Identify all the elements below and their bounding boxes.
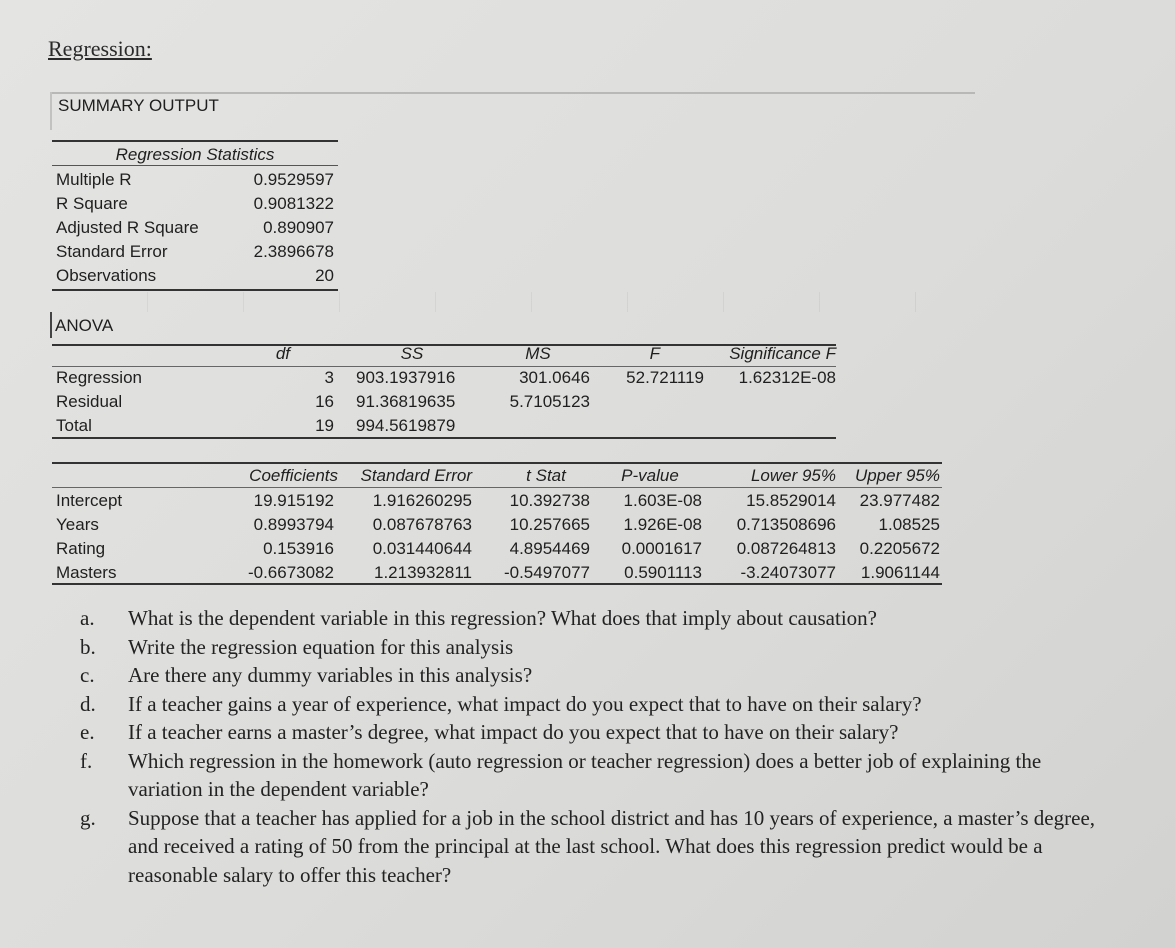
- anova-header: SS: [400, 344, 424, 363]
- question-letter: g.: [80, 805, 96, 830]
- coef-upper: 1.08525: [878, 515, 940, 534]
- question-text: Are there any dummy variables in this analysis?: [128, 663, 533, 687]
- rs-value: 2.3896678: [253, 242, 334, 261]
- rs-value: 0.9529597: [253, 170, 334, 189]
- coef-row-label: Masters: [56, 563, 117, 582]
- anova-f: 52.721119: [626, 368, 704, 387]
- question-item: [80, 747, 1120, 804]
- coef-upper: 0.2205672: [859, 539, 940, 558]
- coef-se: 0.031440644: [372, 539, 472, 558]
- anova-row-label: Regression: [56, 368, 142, 387]
- coef-upper: 23.977482: [859, 491, 940, 510]
- question-list: [80, 604, 1120, 889]
- coef-se: 1.916260295: [372, 491, 472, 510]
- question-letter: d.: [80, 691, 96, 716]
- question-text: Suppose that a teacher has applied for a job in the school district and has 10 years of experience, a master’s degree, and received a rating of 50 from the principal at the last school. What does this regression predict would be a reasonable salary to offer this teacher?: [128, 805, 1096, 887]
- summary-title: SUMMARY OUTPUT: [58, 96, 219, 115]
- coef-lower: 15.8529014: [746, 491, 836, 510]
- question-text: If a teacher earns a master’s degree, what impact do you expect that to have on their salary?: [128, 720, 899, 744]
- anova-sig: 1.62312E-08: [738, 368, 836, 387]
- anova-row-label: Total: [56, 416, 92, 435]
- coef-value: -0.6673082: [247, 563, 334, 582]
- coef-row-label: Years: [56, 515, 99, 534]
- rs-value: 20: [315, 266, 334, 285]
- question-text: What is the dependent variable in this regression? What does that imply about causation?: [128, 606, 877, 630]
- coef-lower: 0.087264813: [736, 539, 836, 558]
- question-text: If a teacher gains a year of experience, what impact do you expect that to have on their salary?: [128, 691, 922, 716]
- question-item: [80, 718, 1120, 747]
- coef-row-label: Rating: [56, 539, 106, 558]
- coef-p: 1.603E-08: [623, 491, 702, 510]
- anova-ms: 5.7105123: [509, 392, 590, 411]
- anova-df: 19: [315, 416, 334, 435]
- coef-header: t Stat: [526, 466, 566, 485]
- page-heading: Regression:: [48, 36, 152, 61]
- question-item: [80, 690, 1120, 719]
- coef-header: P-value: [621, 466, 679, 485]
- anova-header: MS: [525, 344, 551, 363]
- anova-title: ANOVA: [55, 316, 114, 335]
- rs-value: 0.890907: [263, 218, 334, 237]
- coef-value: 0.8993794: [253, 515, 334, 534]
- anova-ss: 91.36819635: [356, 392, 456, 411]
- coef-t: -0.5497077: [503, 563, 590, 582]
- anova-row-label: Residual: [56, 392, 123, 411]
- rs-label: Standard Error: [56, 242, 168, 261]
- question-letter: f.: [80, 748, 93, 773]
- coef-upper: 1.9061144: [860, 563, 940, 582]
- question-item: [80, 604, 1120, 633]
- rs-value: 0.9081322: [253, 194, 334, 213]
- rs-title: Regression Statistics: [115, 145, 275, 164]
- question-item: [80, 633, 1120, 662]
- anova-df: 3: [324, 368, 334, 387]
- coef-t: 10.392738: [509, 491, 590, 510]
- question-letter: c.: [80, 663, 95, 687]
- coef-header: Coefficients: [249, 466, 338, 485]
- question-letter: b.: [80, 634, 96, 659]
- coef-se: 0.087678763: [372, 515, 472, 534]
- anova-header: F: [649, 344, 660, 363]
- coef-header: Lower 95%: [750, 466, 836, 485]
- coef-lower: -3.24073077: [740, 563, 836, 582]
- coef-lower: 0.713508696: [736, 515, 836, 534]
- rs-label: Multiple R: [56, 170, 132, 189]
- question-item: [80, 804, 1120, 890]
- coef-p: 0.0001617: [621, 539, 702, 558]
- anova-header: Significance F: [729, 344, 836, 363]
- rs-label: R Square: [56, 194, 128, 213]
- coef-value: 19.915192: [253, 491, 334, 510]
- question-letter: a.: [80, 606, 95, 630]
- coef-p: 1.926E-08: [623, 515, 702, 534]
- question-letter: e.: [80, 720, 95, 744]
- rs-label: Adjusted R Square: [56, 218, 199, 237]
- coef-se: 1.213932811: [373, 563, 472, 582]
- coef-header: Standard Error: [360, 466, 472, 485]
- coef-value: 0.153916: [263, 539, 334, 558]
- coef-t: 4.8954469: [509, 539, 590, 558]
- question-text: Write the regression equation for this analysis: [128, 634, 514, 659]
- anova-df: 16: [315, 392, 334, 411]
- anova-ss: 994.5619879: [356, 416, 456, 435]
- coef-row-label: Intercept: [56, 491, 123, 510]
- coef-header: Upper 95%: [854, 466, 940, 485]
- anova-ss: 903.1937916: [356, 368, 456, 387]
- rs-label: Observations: [56, 266, 157, 285]
- anova-header: df: [275, 344, 290, 363]
- coef-t: 10.257665: [509, 515, 590, 534]
- anova-ms: 301.0646: [519, 368, 590, 387]
- question-item: [80, 661, 1120, 690]
- question-text: Which regression in the homework (auto regression or teacher regression) does a better job of explaining the variation in the dependent variable?: [128, 748, 1042, 801]
- coef-p: 0.5901113: [624, 563, 702, 582]
